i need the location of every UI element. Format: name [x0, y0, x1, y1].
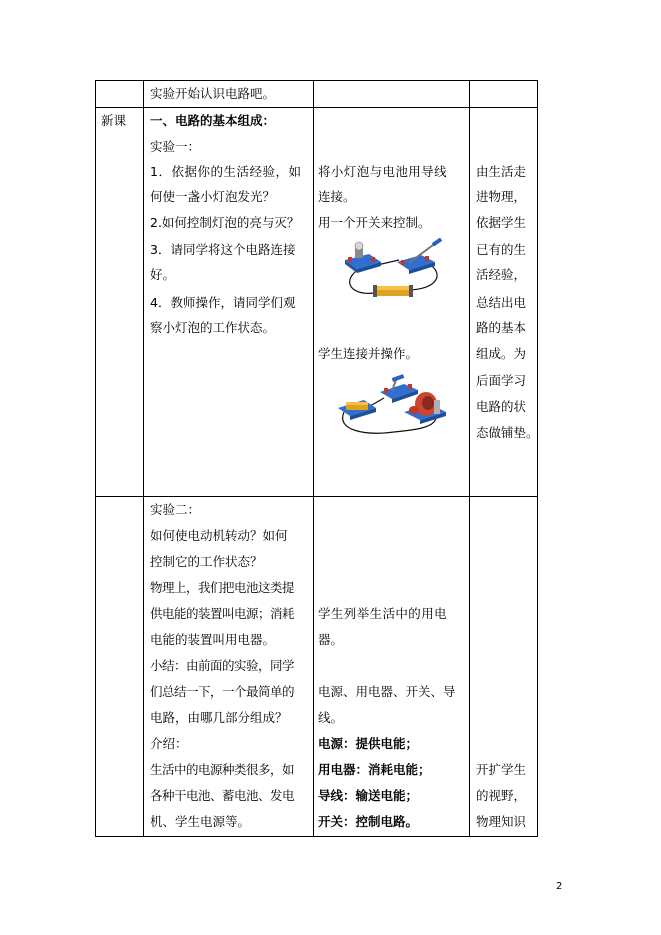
exp2-line-9: 介绍： — [150, 736, 188, 751]
row0-content: 实验开始认识电路吧。 — [150, 86, 276, 101]
definition-wire: 导线：输送电能； — [318, 788, 419, 803]
question-3-line-1: 3．请同学将这个电路连接 — [150, 242, 296, 257]
exp2-line-2: 控制它的工作状态？ — [150, 554, 263, 569]
intent-1-line-9: 后面学习 — [476, 373, 527, 388]
table-border-top — [95, 80, 538, 81]
definition-switch: 开关：控制电路。 — [318, 814, 419, 829]
exp2-line-1: 如何使电动机转动？如何 — [150, 528, 288, 543]
question-2: 2.如何控制灯泡的亮与灭？ — [150, 215, 300, 230]
exp2-line-8: 电路，由哪几部分组成？ — [150, 710, 288, 725]
table-row-divider-1 — [95, 107, 538, 108]
question-1-line-2: 何使一盏小灯泡发光？ — [150, 189, 276, 204]
student-parts-line-1: 电源、用电器、开关、导 — [318, 684, 456, 699]
question-4-line-1: 4．教师操作，请同学们观 — [150, 295, 296, 310]
exp2-line-6: 小结：由前面的实验，同学 — [150, 658, 295, 673]
experiment-1-label: 实验一： — [150, 139, 201, 154]
table-border-left — [95, 80, 96, 837]
circuit-photo-motor — [334, 370, 452, 436]
table-row-divider-2 — [95, 496, 538, 497]
section-heading: 一、电路的基本组成： — [150, 113, 276, 128]
intent-1-line-6: 总结出电 — [476, 295, 527, 310]
question-1-line-1: 1．依据你的生活经验，如 — [150, 164, 302, 179]
student-activity-1-line-2: 连接。 — [318, 189, 356, 204]
intent-2-line-1: 开扩学生 — [476, 762, 527, 777]
exp2-line-12: 机、学生电源等。 — [150, 814, 251, 829]
intent-2-line-3: 物理知识 — [476, 814, 527, 829]
exp2-line-5: 电能的装置叫用电器。 — [150, 632, 276, 647]
exp2-line-4: 供电能的装置叫电源；消耗 — [150, 606, 295, 621]
intent-1-line-8: 组成。为 — [476, 346, 527, 361]
student-activity-1-line-1: 将小灯泡与电池用导线 — [318, 164, 448, 179]
exp2-line-11: 各种干电池、蓄电池、发电 — [150, 788, 295, 803]
table-border-bottom — [95, 836, 538, 837]
question-4-line-2: 察小灯泡的工作状态。 — [150, 320, 276, 335]
definition-power-source: 电源：提供电能； — [318, 736, 419, 751]
student-parts-line-2: 线。 — [318, 710, 344, 725]
student-examples-line-2: 器。 — [318, 632, 344, 647]
intent-1-line-7: 路的基本 — [476, 320, 527, 335]
intent-1-line-2: 进物理， — [476, 189, 527, 204]
intent-2-line-2: 的视野， — [476, 788, 527, 803]
page-number: 2 — [556, 881, 563, 892]
intent-1-line-1: 由生活走 — [476, 164, 527, 179]
intent-1-line-3: 依据学生 — [476, 215, 527, 230]
student-activity-2: 用一个开关来控制。 — [318, 215, 431, 230]
intent-1-line-4: 已有的生 — [476, 242, 527, 257]
circuit-photo-bulb-switch — [337, 238, 449, 300]
experiment-2-label: 实验二： — [150, 502, 201, 517]
table-col-divider-2 — [313, 80, 314, 837]
student-examples-line-1: 学生列举生活中的用电 — [318, 606, 448, 621]
section-label: 新课 — [101, 113, 127, 128]
intent-1-line-11: 态做铺垫。 — [476, 425, 539, 440]
student-activity-3: 学生连接并操作。 — [318, 346, 419, 361]
exp2-line-7: 们总结一下，一个最简单的 — [150, 684, 295, 699]
exp2-line-10: 生活中的电源种类很多，如 — [150, 762, 295, 777]
table-col-divider-1 — [143, 80, 144, 837]
exp2-line-3: 物理上，我们把电池这类提 — [150, 580, 295, 595]
question-3-line-2: 好。 — [150, 267, 176, 282]
intent-1-line-10: 电路的状 — [476, 399, 527, 414]
definition-appliance: 用电器：消耗电能； — [318, 762, 431, 777]
intent-1-line-5: 活经验， — [476, 267, 527, 282]
table-border-right — [537, 80, 538, 837]
table-col-divider-3 — [469, 80, 470, 837]
